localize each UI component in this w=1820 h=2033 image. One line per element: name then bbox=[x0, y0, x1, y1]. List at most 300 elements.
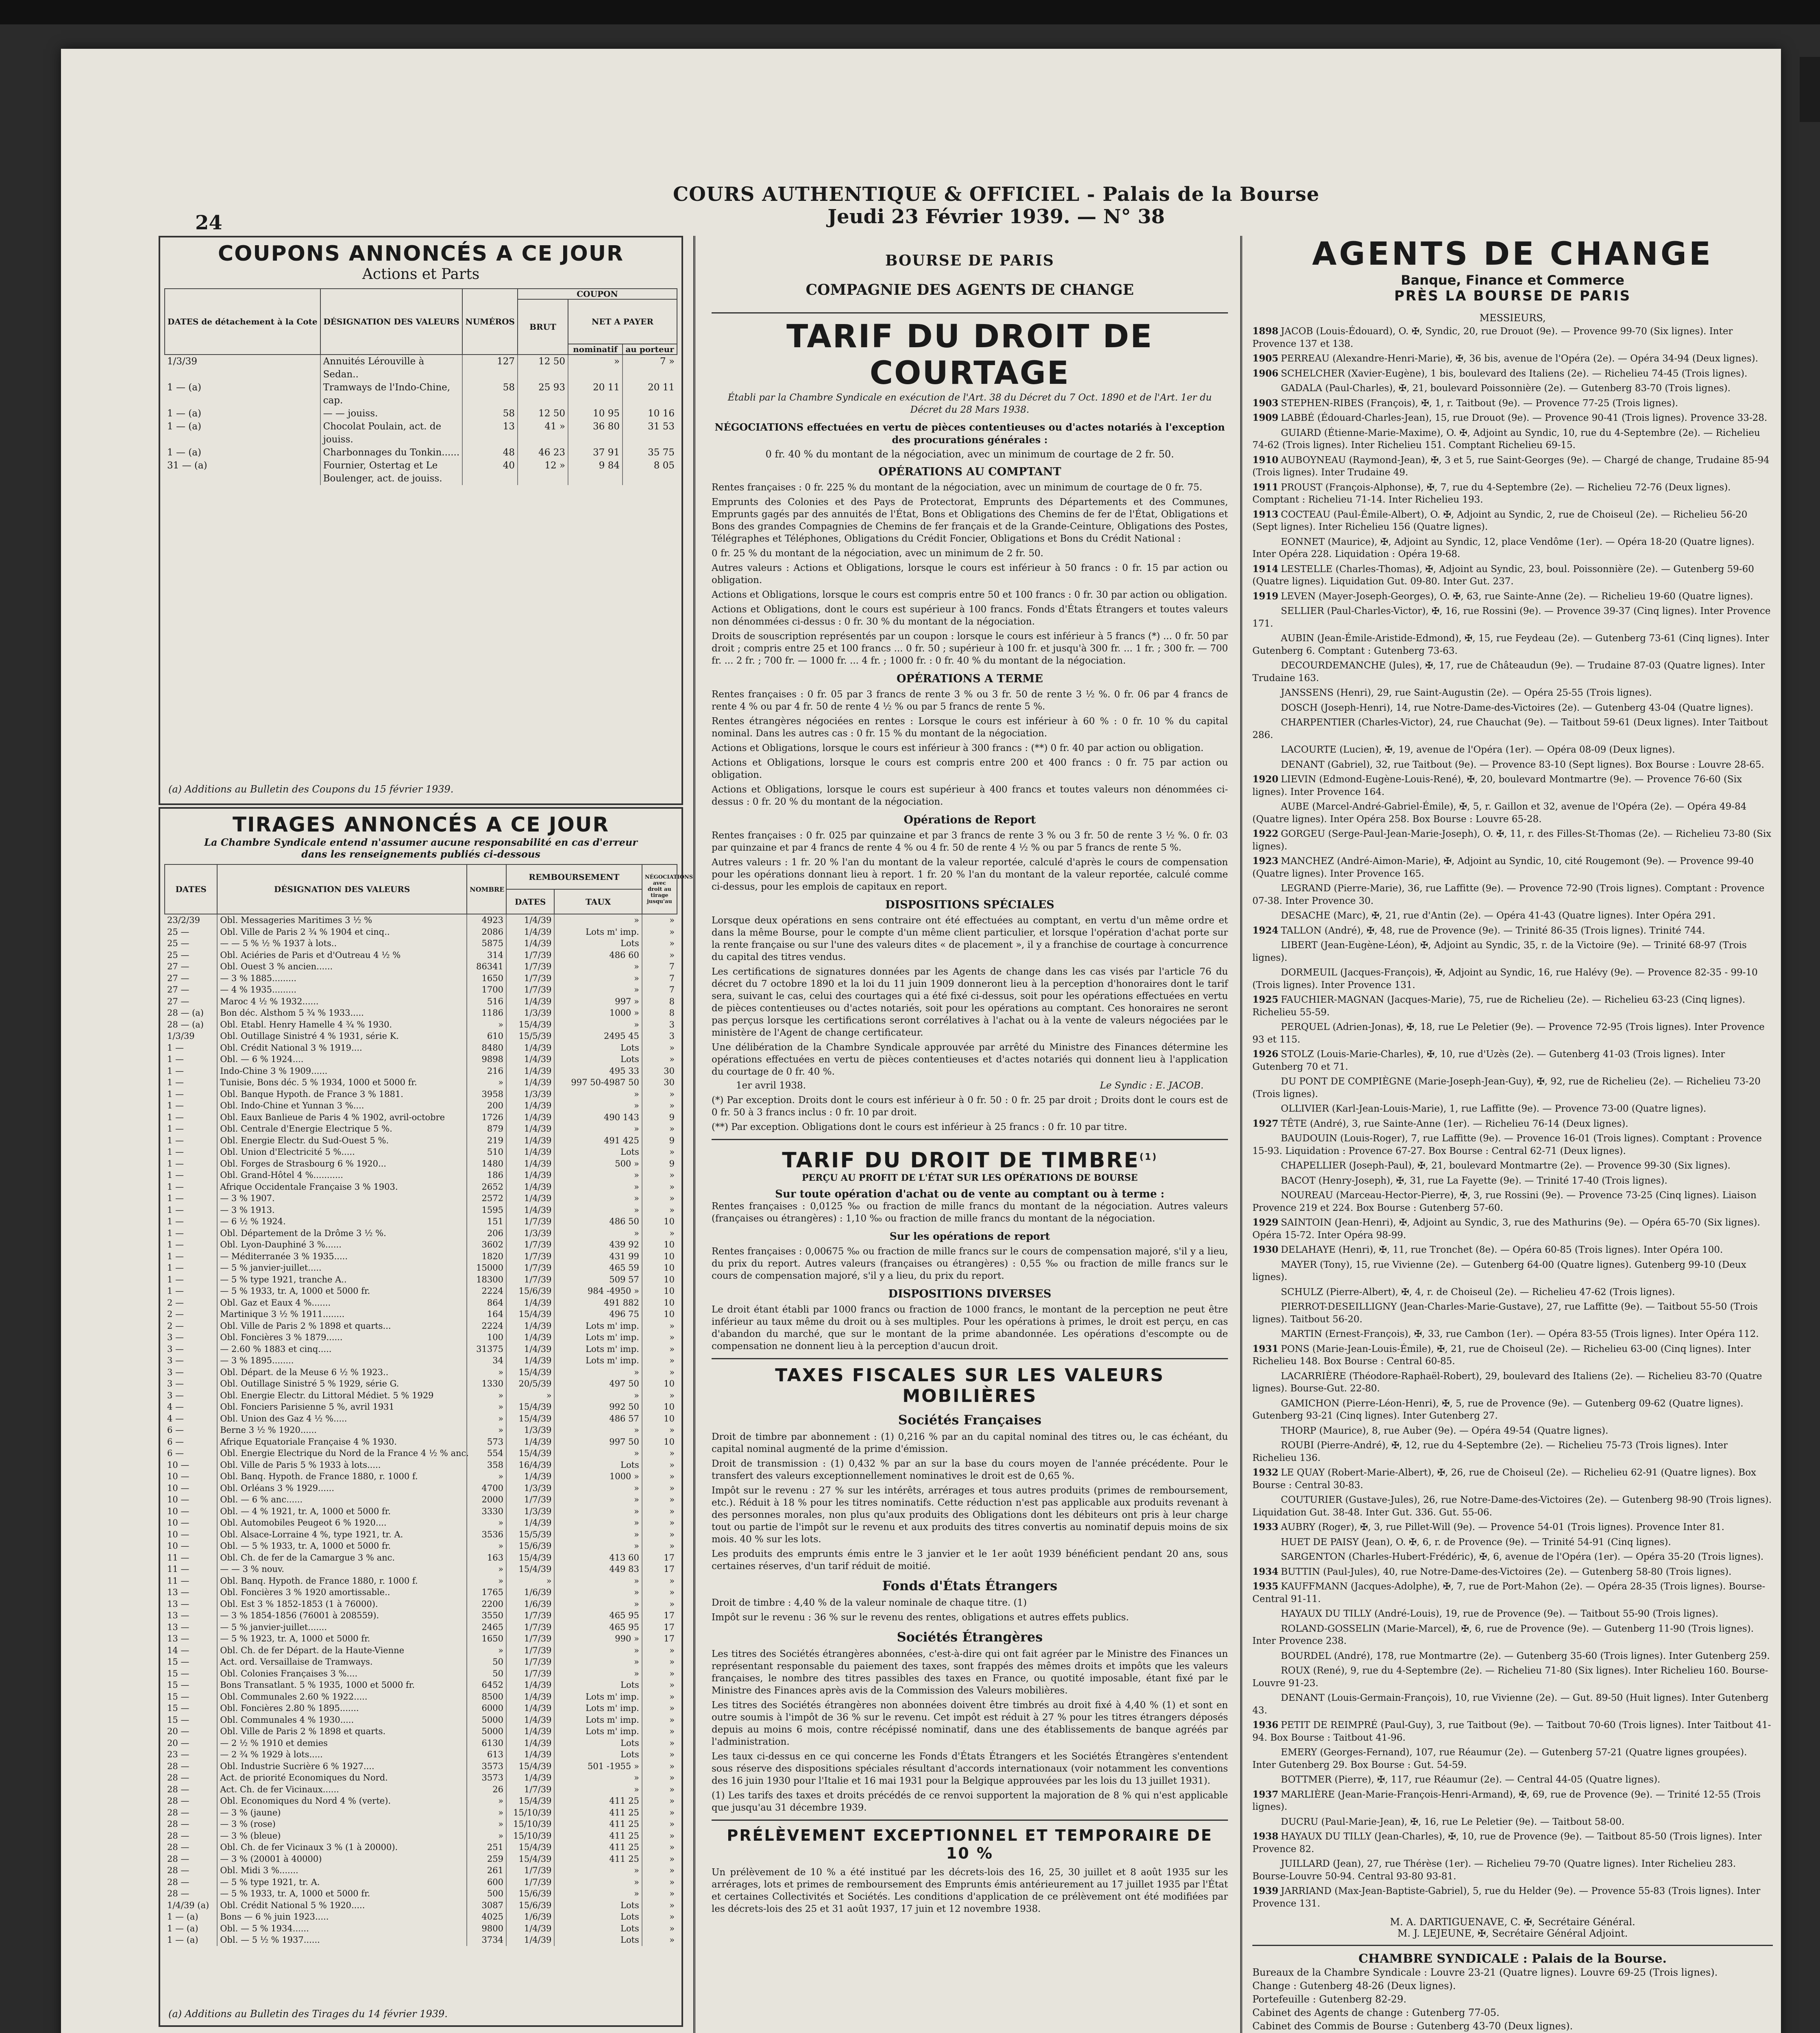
table-cell: 3087 bbox=[467, 1900, 506, 1911]
company-name: COMPAGNIE DES AGENTS DE CHANGE bbox=[806, 281, 1134, 298]
agent-entry: MANCHEZ (André-Aimon-Marie), ✠, Adjoint au Syndic, 10, cité Rougemont (9e). — Provence 99-40 (Quatre lignes). Inter Provence 165. bbox=[1252, 856, 1754, 879]
table-cell: 1/4/39 bbox=[506, 1517, 554, 1529]
tirages-title: TIRAGES ANNONCÉS A CE JOUR bbox=[232, 813, 610, 836]
agent-entry: BAUDOUIN (Louis-Roger), 7, rue Laffitte (9e). — Provence 16-01 (Trois lignes). Comptant : Provence 15-93. Liquidation : Provence 67-27. Box Bourse : Central 62-71 (Deux lignes). bbox=[1252, 1133, 1762, 1156]
table-cell: 1 — bbox=[167, 1263, 184, 1273]
table-cell: 27 — bbox=[167, 985, 189, 995]
table-cell: Lots m' imp. bbox=[554, 1714, 642, 1726]
agent-entry: SELLIER (Paul-Charles-Victor), ✠, 16, rue Rossini (9e). — Provence 39-37 (Cinq lignes). Inter Provence 171. bbox=[1252, 606, 1771, 629]
table-cell: » bbox=[554, 1506, 642, 1517]
table-cell: 15 — bbox=[167, 1657, 189, 1667]
taxes-fr-paragraph: Droit de timbre par abonnement : (1) 0,216 % par an du capital nominal des titres ou, le cas échéant, du capital nominal augmenté de la prime d'émission. bbox=[712, 1432, 1228, 1454]
table-cell: — 5 % 1933, tr. A, 1000 et 5000 fr. bbox=[217, 1285, 467, 1297]
table-cell: » bbox=[642, 1702, 677, 1714]
table-cell: Obl. Communales 4 % 1930..... bbox=[217, 1714, 467, 1726]
coupons-title: COUPONS ANNONCÉS A CE JOUR bbox=[218, 242, 624, 266]
table-cell: 28 — bbox=[167, 1807, 189, 1818]
table-cell: 3 — bbox=[167, 1356, 184, 1365]
table-cell: Obl. Automobiles Peugeot 6 % 1920.... bbox=[217, 1517, 467, 1529]
table-cell: 1/7/39 bbox=[506, 1876, 554, 1888]
table-cell: Act. de priorité Economiques du Nord. bbox=[217, 1772, 467, 1784]
table-cell: » bbox=[642, 1181, 677, 1193]
table-cell: 1/7/39 bbox=[506, 1216, 554, 1228]
list-item bbox=[1252, 1301, 1773, 1326]
table-cell: 1/4/39 bbox=[506, 1702, 554, 1714]
table-cell: — 3 % (rose) bbox=[217, 1818, 467, 1830]
table-row bbox=[165, 407, 677, 420]
table-cell: 554 bbox=[467, 1447, 506, 1459]
table-cell: » bbox=[642, 1876, 677, 1888]
table-cell: » bbox=[554, 1517, 642, 1529]
coupons-col-coupon: COUPON bbox=[518, 289, 677, 299]
tirages-note: (a) Additions au Bulletin des Tirages du 14 février 1939. bbox=[168, 2008, 448, 2020]
table-cell: Bons Transatlant. 5 % 1935, 1000 et 5000 fr. bbox=[217, 1679, 467, 1691]
table-cell: 58 bbox=[462, 407, 518, 420]
table-cell: — 3 % 1895........ bbox=[217, 1355, 467, 1367]
chambre-lines bbox=[1252, 1966, 1773, 2033]
table-cell: 1/4/39 bbox=[506, 1146, 554, 1158]
timbre-title bbox=[712, 1148, 1228, 1173]
coupons-table bbox=[164, 288, 677, 485]
comptant-paragraph: Droits de souscription représentés par un coupon : lorsque le cours est inférieur à 5 francs (*) ... 0 fr. 50 par droit ; compris entre 25 et 100 francs ... 0 fr. 50 ; supérieur à 100 fr. et jusqu'à 300 fr. ... 1 fr. ; 300 fr. — 700 fr. ... 2 fr. ; 700 fr. — 1000 fr. ... 4 fr. ; 1000 fr. : 0 fr. 40 % du montant de la négociation. bbox=[712, 631, 1228, 666]
masthead-date: Jeudi 23 Février 1939. — N° 38 bbox=[827, 205, 1165, 228]
agent-entry: HAYAUX DU TILLY (André-Louis), 19, rue de Provence (9e). — Taitbout 55-90 (Trois lignes). bbox=[1281, 1609, 1719, 1619]
table-cell: 1/4/39 bbox=[506, 926, 554, 938]
taxes-fr-title: Sociétés Françaises bbox=[898, 1412, 1042, 1428]
table-cell: » bbox=[642, 1540, 677, 1552]
table-cell: » bbox=[642, 1726, 677, 1737]
table-row bbox=[165, 1876, 677, 1888]
table-row bbox=[165, 1320, 677, 1332]
table-cell: 1 — (a) bbox=[167, 1935, 198, 1945]
table-cell: 3536 bbox=[467, 1529, 506, 1541]
table-cell: Act. Ch. de fer Vicinaux...... bbox=[217, 1784, 467, 1796]
table-cell: Obl. Communales 2.60 % 1922..... bbox=[217, 1691, 467, 1703]
table-cell: » bbox=[642, 914, 677, 926]
table-cell: 12 50 bbox=[518, 355, 568, 381]
bourse-kicker: BOURSE DE PARIS bbox=[885, 252, 1055, 269]
table-cell: Lots m' imp. bbox=[554, 1355, 642, 1367]
list-item bbox=[1252, 397, 1773, 410]
table-cell: — 3 % 1913. bbox=[217, 1204, 467, 1216]
coupons-subtitle: Actions et Parts bbox=[362, 266, 480, 283]
table-cell: 1/4/39 bbox=[506, 1169, 554, 1181]
table-cell: » bbox=[642, 1482, 677, 1494]
table-cell: Lots m' imp. bbox=[554, 1702, 642, 1714]
table-cell: 1/4/39 bbox=[506, 1193, 554, 1204]
table-cell: 509 57 bbox=[554, 1274, 642, 1286]
table-cell: Lots m' imp. bbox=[554, 1320, 642, 1332]
coupons-col-porteur: au porteur bbox=[623, 344, 677, 355]
table-cell: 491 425 bbox=[554, 1135, 642, 1147]
table-cell: 5875 bbox=[467, 938, 506, 949]
table-row bbox=[165, 1216, 677, 1228]
table-cell: 1/4/39 bbox=[506, 996, 554, 1008]
table-cell: » bbox=[642, 1737, 677, 1749]
table-cell: 15 — bbox=[167, 1680, 189, 1690]
agent-entry: GAMICHON (Pierre-Léon-Henri), ✠, 5, rue de Provence (9e). — Gutenberg 09-62 (Quatre lignes). Gutenberg 93-21 (Cinq lignes). Inter Gutenberg 27. bbox=[1252, 1398, 1744, 1421]
list-item bbox=[1252, 925, 1773, 937]
table-cell: 10 — bbox=[167, 1541, 189, 1551]
courtage-intro: Établi par la Chambre Syndicale en exécution de l'Art. 38 du Décret du 7 Oct. 1890 et de l'Art. 1er du Décret du 28 Mars 1938. bbox=[727, 392, 1212, 415]
table-row bbox=[165, 1482, 677, 1494]
table-cell: Obl. Ouest 3 % ancien...... bbox=[217, 961, 467, 973]
table-cell: 1 — bbox=[167, 1193, 184, 1203]
table-cell: 28 — bbox=[167, 1796, 189, 1806]
agent-entry: HAYAUX DU TILLY (Jean-Charles), ✠, 10, rue de Provence (9e). — Taitbout 85-50 (Trois lignes). Inter Provence 82. bbox=[1252, 1831, 1762, 1855]
agent-year: 1919 bbox=[1252, 590, 1279, 602]
table-cell: — 4 % 1935......... bbox=[217, 984, 467, 996]
agent-entry: PONS (Marie-Jean-Louis-Émile), ✠, 21, rue de Choiseul (2e). — Richelieu 63-00 (Cinq lignes). Inter Richelieu 148. Box Bourse : Central 60-85. bbox=[1252, 1343, 1751, 1367]
table-cell: 500 bbox=[467, 1888, 506, 1900]
table-cell: Obl. Foncières 3 % 1920 amortissable.. bbox=[217, 1587, 467, 1598]
table-cell: — 6 ½ % 1924. bbox=[217, 1216, 467, 1228]
table-cell: 14 — bbox=[167, 1645, 189, 1655]
list-item bbox=[1252, 1132, 1773, 1157]
table-row bbox=[165, 1737, 677, 1749]
table-cell: » bbox=[642, 1587, 677, 1598]
table-cell: » bbox=[642, 1598, 677, 1610]
table-row bbox=[165, 1204, 677, 1216]
table-cell: 50 bbox=[467, 1656, 506, 1668]
table-cell: 1 — bbox=[167, 1158, 184, 1169]
table-row bbox=[165, 1865, 677, 1876]
table-row bbox=[165, 914, 677, 926]
table-row bbox=[165, 1424, 677, 1436]
table-cell: Lots bbox=[554, 938, 642, 949]
report-paragraphs bbox=[712, 829, 1228, 893]
list-item bbox=[1252, 1816, 1773, 1828]
agent-year: 1937 bbox=[1252, 1789, 1279, 1800]
coupons-note: (a) Additions au Bulletin des Coupons du 15 février 1939. bbox=[168, 784, 454, 795]
table-cell: 1 — bbox=[167, 1112, 184, 1122]
table-row bbox=[165, 1714, 677, 1726]
table-cell: 7 bbox=[642, 984, 677, 996]
taxes-title: TAXES FISCALES SUR LES VALEURS MOBILIÈRES bbox=[775, 1365, 1165, 1406]
table-cell: » bbox=[642, 1228, 677, 1239]
table-cell: » bbox=[642, 1042, 677, 1054]
tirages-rows bbox=[165, 914, 677, 1946]
table-cell: 1/4/39 bbox=[506, 1737, 554, 1749]
agent-entry: PETIT DE REIMPRÉ (Paul-Guy), 3, rue Taitbout (9e). — Taitbout 70-60 (Trois lignes). Inter Taitbout 41-94. Box Bourse : Taitbout 41-96. bbox=[1252, 1720, 1771, 1743]
agent-entry: ROUBI (Pierre-André), ✠, 12, rue du 4-Septembre (2e). — Richelieu 75-73 (Trois lignes). Inter Richelieu 136. bbox=[1252, 1440, 1728, 1463]
table-row bbox=[165, 1239, 677, 1251]
table-cell: Lots bbox=[554, 1054, 642, 1065]
table-cell: Charbonnages du Tonkin...... bbox=[320, 446, 463, 459]
scan-right-tab bbox=[1800, 57, 1820, 122]
table-cell: 10 bbox=[642, 1378, 677, 1390]
agent-entry: MARTIN (Ernest-François), ✠, 33, rue Cambon (1er). — Opéra 83-55 (Trois lignes). Inter Opéra 112. bbox=[1281, 1329, 1759, 1339]
table-cell: » bbox=[642, 1343, 677, 1355]
table-cell: 1650 bbox=[467, 973, 506, 984]
table-cell: — 3 % (bleue) bbox=[217, 1830, 467, 1842]
table-cell: Lots m' imp. bbox=[554, 1726, 642, 1737]
table-cell: 86341 bbox=[467, 961, 506, 973]
table-cell: 25 — bbox=[167, 927, 189, 937]
agent-entry: TALLON (André), ✠, 48, rue de Provence (9e). — Trinité 86-35 (Trois lignes). Trinité 744. bbox=[1281, 925, 1705, 936]
agents-title: AGENTS DE CHANGE bbox=[1312, 236, 1713, 272]
table-cell: » bbox=[554, 1598, 642, 1610]
list-item bbox=[1252, 1075, 1773, 1100]
table-cell: 10 — bbox=[167, 1529, 189, 1539]
taxes-fr-paragraphs bbox=[712, 1431, 1228, 1572]
list-item bbox=[1252, 1175, 1773, 1187]
table-row bbox=[165, 1679, 677, 1691]
table-cell: » bbox=[642, 1900, 677, 1911]
table-cell: 6 — bbox=[167, 1437, 184, 1447]
list-item bbox=[1252, 325, 1773, 350]
table-cell: 30 bbox=[642, 1065, 677, 1077]
table-row bbox=[165, 420, 677, 446]
table-cell: 1/4/39 bbox=[506, 1158, 554, 1170]
table-cell: — — 3 % nouv. bbox=[217, 1563, 467, 1575]
table-cell: Lots m' imp. bbox=[554, 1691, 642, 1703]
table-cell: 10 — bbox=[167, 1495, 189, 1504]
table-cell: » bbox=[642, 1911, 677, 1923]
table-cell: » bbox=[642, 1784, 677, 1796]
terme-paragraph: Actions et Obligations, lorsque le cours est supérieur à 400 francs et toutes valeurs non dénommées ci-dessus : 0 fr. 20 % du montant de la négociation. bbox=[712, 784, 1228, 807]
table-cell: 17 bbox=[642, 1633, 677, 1645]
courtage-nego: NÉGOCIATIONS effectuées en vertu de pièces contentieuses ou d'actes notariés à l'exception des procurations générales : bbox=[714, 421, 1225, 446]
table-row bbox=[165, 949, 677, 961]
table-cell: 449 83 bbox=[554, 1563, 642, 1575]
list-item bbox=[1252, 1286, 1773, 1299]
tirages-col-remboursement: REMBOURSEMENT bbox=[506, 864, 642, 889]
agent-year: 1905 bbox=[1252, 353, 1279, 364]
terme-paragraph: Actions et Obligations, lorsque le cours est compris entre 200 et 400 francs : 0 fr. 75 par action ou obligation. bbox=[712, 757, 1228, 780]
list-item bbox=[1252, 910, 1773, 922]
table-cell: Lots bbox=[554, 1923, 642, 1935]
list-item bbox=[1252, 509, 1773, 533]
table-cell: » bbox=[506, 1390, 554, 1402]
table-cell: 1/7/39 bbox=[506, 1239, 554, 1251]
table-cell: Tunisie, Bons déc. 5 % 1934, 1000 et 5000 fr. bbox=[217, 1077, 467, 1088]
table-cell: 8480 bbox=[467, 1042, 506, 1054]
table-row bbox=[165, 1332, 677, 1343]
table-row bbox=[165, 1633, 677, 1645]
table-cell: Obl. Ville de Paris 2 % 1898 et quarts... bbox=[217, 1320, 467, 1332]
agent-entry: BACOT (Henry-Joseph), ✠, 31, rue La Fayette (9e). — Trinité 17-40 (Trois lignes). bbox=[1281, 1175, 1668, 1186]
table-cell: 990 » bbox=[554, 1633, 642, 1645]
table-cell: Lots bbox=[554, 1679, 642, 1691]
table-cell: — Méditerranée 3 % 1935..... bbox=[217, 1251, 467, 1262]
table-cell: 1 — bbox=[167, 1182, 184, 1192]
table-cell: 3 — bbox=[167, 1379, 184, 1389]
table-row bbox=[165, 1413, 677, 1425]
coupons-col-brut: BRUT bbox=[518, 299, 568, 355]
table-row bbox=[165, 1645, 677, 1656]
table-cell: Afrique Equatoriale Française 4 % 1930. bbox=[217, 1436, 467, 1448]
table-cell: » bbox=[642, 1656, 677, 1668]
table-cell: — 5 % type 1921, tranche A.. bbox=[217, 1274, 467, 1286]
table-row bbox=[165, 1529, 677, 1541]
table-row bbox=[165, 1112, 677, 1123]
table-row bbox=[165, 355, 677, 381]
agent-entry: PIERROT-DESEILLIGNY (Jean-Charles-Marie-Gustave), 27, rue Laffitte (9e). — Taitbout 55-50 (Trois lignes). Taitbout 56-20. bbox=[1252, 1302, 1758, 1325]
chambre-title: CHAMBRE SYNDICALE : Palais de la Bourse. bbox=[1358, 1952, 1667, 1966]
table-cell: 40 bbox=[462, 459, 518, 485]
table-cell: » bbox=[554, 1587, 642, 1598]
table-cell: Obl. Union d'Electricité 5 %..... bbox=[217, 1146, 467, 1158]
table-cell: 1 — bbox=[167, 1054, 184, 1064]
table-cell: » bbox=[642, 1529, 677, 1541]
table-cell: 1 — bbox=[167, 1066, 184, 1076]
timbre-h2: Sur les opérations de report bbox=[889, 1230, 1050, 1242]
table-cell: 7 bbox=[642, 961, 677, 973]
table-cell: 15/4/39 bbox=[506, 1795, 554, 1807]
table-cell: Lots m' imp. bbox=[554, 926, 642, 938]
list-item bbox=[1252, 590, 1773, 603]
table-cell: » bbox=[642, 1679, 677, 1691]
table-cell: » bbox=[642, 1934, 677, 1946]
table-cell: 15/6/39 bbox=[506, 1285, 554, 1297]
table-cell: 28 — bbox=[167, 1842, 189, 1852]
table-cell: 1186 bbox=[467, 1007, 506, 1019]
table-cell: Annuités Lérouville à Sedan.. bbox=[320, 355, 463, 381]
agent-entry: SARGENTON (Charles-Hubert-Frédéric), ✠, 6, avenue de l'Opéra (1er). — Opéra 35-20 (Trois lignes). bbox=[1281, 1552, 1764, 1562]
agent-entry: GADALA (Paul-Charles), ✠, 21, boulevard Poissonnière (2e). — Gutenberg 83-70 (Trois lignes). bbox=[1281, 383, 1731, 394]
table-row bbox=[165, 1900, 677, 1911]
table-cell: » bbox=[642, 938, 677, 949]
table-cell: » bbox=[467, 1575, 506, 1587]
table-cell: 610 bbox=[467, 1030, 506, 1042]
agent-entry: LIBERT (Jean-Eugène-Léon), ✠, Adjoint au Syndic, 35, r. de la Victoire (9e). — Trinité 68-97 (Trois lignes). bbox=[1252, 940, 1747, 963]
timbre-title-text: TARIF DU DROIT DE TIMBRE bbox=[782, 1148, 1140, 1173]
table-cell: 465 59 bbox=[554, 1262, 642, 1274]
table-row bbox=[165, 1308, 677, 1320]
column-right bbox=[1248, 236, 1777, 2033]
courtage-nego-rate: 0 fr. 40 % du montant de la négociation, avec un minimum de courtage de 2 fr. 50. bbox=[765, 448, 1174, 460]
table-row bbox=[165, 1656, 677, 1668]
table-cell: » bbox=[642, 1841, 677, 1853]
tirages-table bbox=[164, 864, 693, 1946]
table-cell: » bbox=[642, 1772, 677, 1784]
comptant-paragraph: Emprunts des Colonies et des Pays de Protectorat, Emprunts des Départements et des Communes, Emprunts gagés par des annuités de l'État, Bons et Obligations des Chemins de fer de l'État, Obligations et Bons des grandes Compagnies de Chemins de fer français et de la Grande-Ceinture, Obligations des Postes, Télégraphes et Téléphones, Obligations du Crédit Foncier, Obligations et Bons du Crédit National : bbox=[712, 497, 1228, 544]
chambre-line: Cabinet des Agents de change : Gutenberg 77-05. bbox=[1252, 2007, 1500, 2018]
table-row bbox=[165, 1285, 677, 1297]
table-cell: » bbox=[467, 1471, 506, 1482]
table-row bbox=[165, 1818, 677, 1830]
table-cell: 1480 bbox=[467, 1158, 506, 1170]
table-cell: » bbox=[642, 1691, 677, 1703]
table-row bbox=[165, 1702, 677, 1714]
agents-sig-2: M. J. LEJEUNE, ✠, Secrétaire Général Adjoint. bbox=[1397, 1928, 1628, 1939]
table-cell: Martinique 3 ½ % 1911........ bbox=[217, 1308, 467, 1320]
table-cell: 1/4/39 bbox=[506, 914, 554, 926]
table-row bbox=[165, 1297, 677, 1309]
table-cell: 7 bbox=[642, 973, 677, 984]
table-row bbox=[165, 1054, 677, 1065]
agent-entry: DORMEUIL (Jacques-François), ✠, Adjoint au Syndic, 16, rue Halévy (9e). — Provence 82-35 - 99-10 (Trois lignes). Inter Provence 131. bbox=[1252, 967, 1758, 990]
table-cell: 10 bbox=[642, 1216, 677, 1228]
list-item bbox=[1252, 605, 1773, 630]
table-row bbox=[165, 1575, 677, 1587]
agent-entry: LIEVIN (Edmond-Eugène-Louis-René), ✠, 20, boulevard Montmartre (9e). — Provence 76-60 (Six lignes). Inter Provence 164. bbox=[1252, 774, 1742, 797]
table-row bbox=[165, 1563, 677, 1575]
list-item bbox=[1252, 1328, 1773, 1341]
table-cell: » bbox=[467, 1424, 506, 1436]
table-cell: Lots bbox=[554, 1749, 642, 1761]
table-cell: 1 — bbox=[167, 1147, 184, 1157]
agents-subtitle: Banque, Finance et Commerce bbox=[1401, 272, 1624, 288]
agent-year: 1931 bbox=[1252, 1343, 1279, 1354]
chambre-line: Cabinet des Commis de Bourse : Gutenberg 43-70 (Deux lignes). bbox=[1252, 2020, 1573, 2032]
taxes-etr-title: Sociétés Étrangères bbox=[897, 1629, 1043, 1645]
agent-entry: GUIARD (Étienne-Marie-Maxime), O. ✠, Adjoint au Syndic, 10, rue du 4-Septembre (2e). — Richelieu 74-62 (Trois lignes). Inter Richelieu 151. Comptant Richelieu 69-15. bbox=[1252, 427, 1760, 451]
agent-entry: FAUCHIER-MAGNAN (Jacques-Marie), 75, rue de Richelieu (2e). — Richelieu 63-23 (Cinq lignes). Richelieu 55-59. bbox=[1252, 995, 1746, 1018]
agent-entry: LEGRAND (Pierre-Marie), 36, rue Laffitte (9e). — Provence 72-90 (Trois lignes). Comptant : Provence 07-38. Inter Provence 30. bbox=[1252, 883, 1765, 906]
agent-entry: COCTEAU (Paul-Émile-Albert), O. ✠, Adjoint au Syndic, 2, rue de Choiseul (2e). — Richelieu 56-20 (Sept lignes). Inter Richelieu 156 (Quatre lignes). bbox=[1252, 509, 1748, 532]
agent-entry: PERQUEL (Adrien-Jonas), ✠, 18, rue Le Peletier (9e). — Provence 72-95 (Trois lignes). Inter Provence 93 et 115. bbox=[1252, 1022, 1765, 1045]
table-cell: — 3 % 1885......... bbox=[217, 973, 467, 984]
table-cell: Obl. — 6 % 1924.... bbox=[217, 1054, 467, 1065]
table-cell: » bbox=[642, 1123, 677, 1135]
table-row bbox=[165, 1807, 677, 1819]
table-cell: — 5 % janvier-juillet..... bbox=[217, 1262, 467, 1274]
tirages-col-designation: DÉSIGNATION DES VALEURS bbox=[217, 864, 467, 914]
table-cell: 411 25 bbox=[554, 1795, 642, 1807]
list-item bbox=[1252, 1536, 1773, 1549]
list-item bbox=[1252, 353, 1773, 365]
table-cell: » bbox=[642, 1424, 677, 1436]
table-cell: 23/2/39 bbox=[167, 915, 200, 925]
agent-year: 1910 bbox=[1252, 454, 1279, 466]
taxes-etr-paragraph: Les titres des Sociétés étrangères non abonnées doivent être timbrés au droit fixé à 4,40 % (1) et sont en outre soumis à l'impôt de 36 % sur le revenu. Cet impôt est réduit à 27 % pour les titres étrangers déposés depuis au moins 6 mois, contre récépissé nominatif, dans une des établissements de banque agréés par l'administration. bbox=[712, 1700, 1228, 1747]
taxes-etat-paragraph: Impôt sur le revenu : 36 % sur le revenu des rentes, obligations et autres effets publics. bbox=[712, 1612, 1129, 1623]
table-cell: 9898 bbox=[467, 1054, 506, 1065]
table-cell: » bbox=[554, 1390, 642, 1402]
table-cell: 4 — bbox=[167, 1402, 184, 1412]
table-cell: 27 — bbox=[167, 973, 189, 983]
table-row bbox=[165, 1471, 677, 1482]
list-item bbox=[1252, 481, 1773, 506]
table-row bbox=[165, 984, 677, 996]
table-cell: 2 — bbox=[167, 1297, 184, 1308]
tirages-col-taux: TAUX bbox=[554, 889, 642, 914]
table-cell: 1/4/39 bbox=[506, 1934, 554, 1946]
list-item bbox=[1252, 1244, 1773, 1256]
agent-entry: AUBOYNEAU (Raymond-Jean), ✠, 3 et 5, rue Saint-Georges (9e). — Chargé de change, Trudaine 85-94 (Trois lignes). Inter Trudaine 49. bbox=[1252, 455, 1770, 478]
table-cell: 15/6/39 bbox=[506, 1900, 554, 1911]
table-cell: 1 — (a) bbox=[167, 421, 201, 432]
table-cell: 1/6/39 bbox=[506, 1587, 554, 1598]
table-cell: 10 bbox=[642, 1401, 677, 1413]
agent-entry: EONNET (Maurice), ✠, Adjoint au Syndic, 12, place Vendôme (1er). — Opéra 18-20 (Quatre lignes). Inter Opéra 228. Liquidation : Opéra 19-68. bbox=[1252, 536, 1755, 559]
agent-entry: SCHELCHER (Xavier-Eugène), 1 bis, boulevard des Italiens (2e). — Richelieu 74-45 (Trois lignes). bbox=[1281, 368, 1748, 379]
table-cell: 2572 bbox=[467, 1193, 506, 1204]
table-cell: 8 bbox=[642, 1007, 677, 1019]
agent-entry: BOURDEL (André), 178, rue Montmartre (2e). — Gutenberg 35-60 (Trois lignes). Inter Gutenberg 259. bbox=[1281, 1650, 1770, 1661]
table-cell: 1/7/39 bbox=[506, 1494, 554, 1506]
table-cell: 2200 bbox=[467, 1598, 506, 1610]
table-cell: 6452 bbox=[467, 1679, 506, 1691]
table-cell: 1650 bbox=[467, 1633, 506, 1645]
list-item bbox=[1252, 1719, 1773, 1744]
table-cell: 7 » bbox=[623, 355, 677, 381]
list-item bbox=[1252, 801, 1773, 825]
table-cell: Obl. Alsace-Lorraine 4 %, type 1921, tr. A. bbox=[217, 1529, 467, 1541]
table-cell: 11 — bbox=[167, 1564, 189, 1574]
table-cell: » bbox=[467, 1401, 506, 1413]
agents-sig-1: M. A. DARTIGUENAVE, C. ✠, Secrétaire Général. bbox=[1390, 1916, 1635, 1928]
table-cell: 9 84 bbox=[568, 459, 623, 485]
table-cell: 3 — bbox=[167, 1367, 184, 1377]
list-item bbox=[1252, 1160, 1773, 1172]
list-item bbox=[1252, 1746, 1773, 1771]
table-row bbox=[165, 926, 677, 938]
table-cell: 15/4/39 bbox=[506, 1552, 554, 1564]
tirages-box bbox=[159, 807, 693, 2027]
